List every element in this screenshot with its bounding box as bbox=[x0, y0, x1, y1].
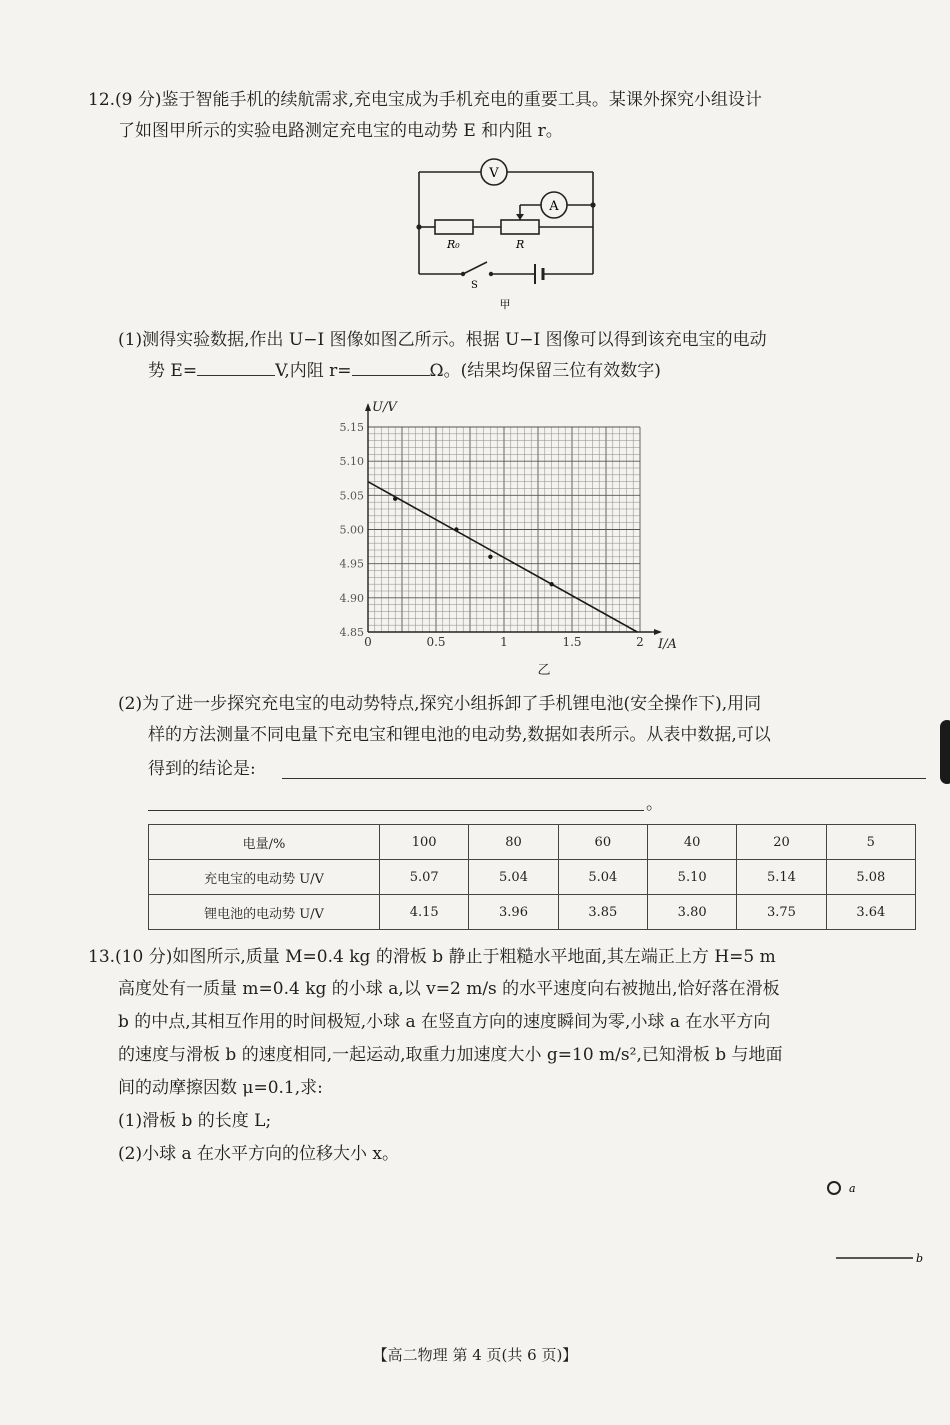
q12-part1-line2 bbox=[148, 357, 661, 385]
conclusion-answer-line-1[interactable] bbox=[282, 778, 926, 779]
x-tick-label: 1 bbox=[500, 635, 508, 649]
data-point bbox=[393, 497, 397, 501]
voltmeter-label: V bbox=[489, 166, 499, 181]
ui-chart bbox=[318, 392, 688, 682]
table-cell: 3.75 bbox=[737, 895, 826, 930]
circuit-diagram bbox=[405, 150, 605, 310]
table-header-cell: 5 bbox=[826, 825, 915, 860]
board-label: b bbox=[916, 1252, 924, 1265]
q13-text-line2: 高度处有一质量 m=0.4 kg 的小球 a,以 v=2 m/s 的水平速度向右被抛出,恰好落在滑板 bbox=[118, 979, 780, 999]
y-tick-label: 5.15 bbox=[339, 421, 364, 434]
conclusion-answer-line-2[interactable] bbox=[148, 810, 644, 811]
table-cell: 3.80 bbox=[647, 895, 736, 930]
table-cell: 3.85 bbox=[558, 895, 647, 930]
q13-sub1: (1)滑板 b 的长度 L; bbox=[118, 1111, 272, 1131]
chart-caption: 乙 bbox=[537, 663, 551, 678]
table-cell: 锂电池的电动势 U/V bbox=[149, 895, 380, 930]
resistance-answer-blank[interactable] bbox=[352, 359, 430, 376]
r-label: R bbox=[516, 238, 525, 251]
q13-sub2: (2)小球 a 在水平方向的位移大小 x。 bbox=[118, 1144, 400, 1164]
data-point bbox=[549, 582, 553, 586]
q12-part2-line1: (2)为了进一步探究充电宝的电动势特点,探究小组拆卸了手机锂电池(安全操作下),用同 bbox=[118, 694, 762, 714]
ammeter-label: A bbox=[549, 199, 559, 214]
table-cell: 5.04 bbox=[469, 860, 558, 895]
table-header-cell: 20 bbox=[737, 825, 826, 860]
q13-text-line5: 间的动摩擦因数 μ=0.1,求: bbox=[118, 1078, 323, 1098]
ball-icon bbox=[828, 1182, 840, 1194]
table-header-cell: 60 bbox=[558, 825, 647, 860]
table-cell: 充电宝的电动势 U/V bbox=[149, 860, 380, 895]
table-row bbox=[149, 825, 916, 860]
part1-suffix: Ω。(结果均保留三位有效数字) bbox=[429, 361, 661, 381]
y-tick-label: 5.00 bbox=[339, 523, 364, 537]
part1-mid: V,内阻 r= bbox=[275, 361, 352, 381]
x-axis-arrow bbox=[654, 629, 662, 635]
table-cell: 5.07 bbox=[380, 860, 469, 895]
table-header-cell: 40 bbox=[647, 825, 736, 860]
table-cell: 4.15 bbox=[380, 895, 469, 930]
y-axis-arrow bbox=[365, 403, 371, 411]
q13-text-line4: 的速度与滑板 b 的速度相同,一起运动,取重力加速度大小 g=10 m/s²,已知滑板 b 与地面 bbox=[118, 1045, 783, 1065]
y-tick-label: 4.85 bbox=[339, 626, 364, 639]
data-table bbox=[148, 824, 916, 930]
x-tick-label: 1.5 bbox=[562, 635, 582, 649]
q12-part2-line2: 样的方法测量不同电量下充电宝和锂电池的电动势,数据如表所示。从表中数据,可以 bbox=[148, 725, 771, 745]
x-tick-label: 0.5 bbox=[426, 635, 446, 649]
switch-label: S bbox=[471, 280, 478, 291]
table-cell: 5.04 bbox=[558, 860, 647, 895]
part1-prefix: 势 E= bbox=[148, 361, 198, 381]
emf-answer-blank[interactable] bbox=[197, 359, 275, 376]
data-point bbox=[454, 527, 458, 531]
y-tick-label: 4.95 bbox=[339, 557, 364, 571]
x-tick-label: 0 bbox=[364, 635, 372, 649]
table-header-cell: 电量/% bbox=[149, 825, 380, 860]
table-row bbox=[149, 860, 916, 895]
data-point bbox=[488, 555, 492, 559]
conclusion-end-mark: 。 bbox=[646, 794, 663, 814]
x-tick-label: 2 bbox=[636, 635, 644, 649]
r0-resistor bbox=[435, 220, 473, 234]
ball-label: a bbox=[849, 1182, 856, 1195]
table-cell: 3.64 bbox=[826, 895, 915, 930]
y-tick-label: 5.10 bbox=[339, 455, 364, 469]
table-cell: 5.14 bbox=[737, 860, 826, 895]
table-cell: 5.10 bbox=[647, 860, 736, 895]
q13-text-line3: b 的中点,其相互作用的时间极短,小球 a 在竖直方向的速度瞬间为零,小球 a 在水平方向 bbox=[118, 1012, 771, 1032]
page-footer: 【高二物理 第 4 页(共 6 页)】 bbox=[372, 1346, 578, 1364]
q12-part2-line3: 得到的结论是: bbox=[148, 759, 256, 779]
q12-part1-line1: (1)测得实验数据,作出 U−I 图像如图乙所示。根据 U−I 图像可以得到该充电宝的电动 bbox=[118, 330, 767, 350]
ball-board-figure bbox=[820, 1175, 930, 1270]
table-cell: 3.96 bbox=[469, 895, 558, 930]
y-tick-label: 4.90 bbox=[339, 591, 364, 605]
table-cell: 5.08 bbox=[826, 860, 915, 895]
table-header-cell: 100 bbox=[380, 825, 469, 860]
q12-text-line2: 了如图甲所示的实验电路测定充电宝的电动势 E 和内阻 r。 bbox=[118, 121, 563, 141]
binder-mark bbox=[940, 720, 950, 784]
x-axis-label: I/A bbox=[658, 637, 677, 652]
rheostat bbox=[501, 220, 539, 234]
y-tick-label: 5.05 bbox=[339, 489, 364, 503]
y-axis-label: U/V bbox=[372, 400, 397, 415]
circuit-caption: 甲 bbox=[499, 298, 511, 310]
table-row bbox=[149, 895, 916, 930]
table-header-cell: 80 bbox=[469, 825, 558, 860]
r0-label: R₀ bbox=[447, 238, 460, 251]
q13-text-line1: 13.(10 分)如图所示,质量 M=0.4 kg 的滑板 b 静止于粗糙水平地面,其左端正上方 H=5 m bbox=[88, 947, 776, 967]
q12-text-line1: 12.(9 分)鉴于智能手机的续航需求,充电宝成为手机充电的重要工具。某课外探究小组设计 bbox=[88, 90, 762, 110]
